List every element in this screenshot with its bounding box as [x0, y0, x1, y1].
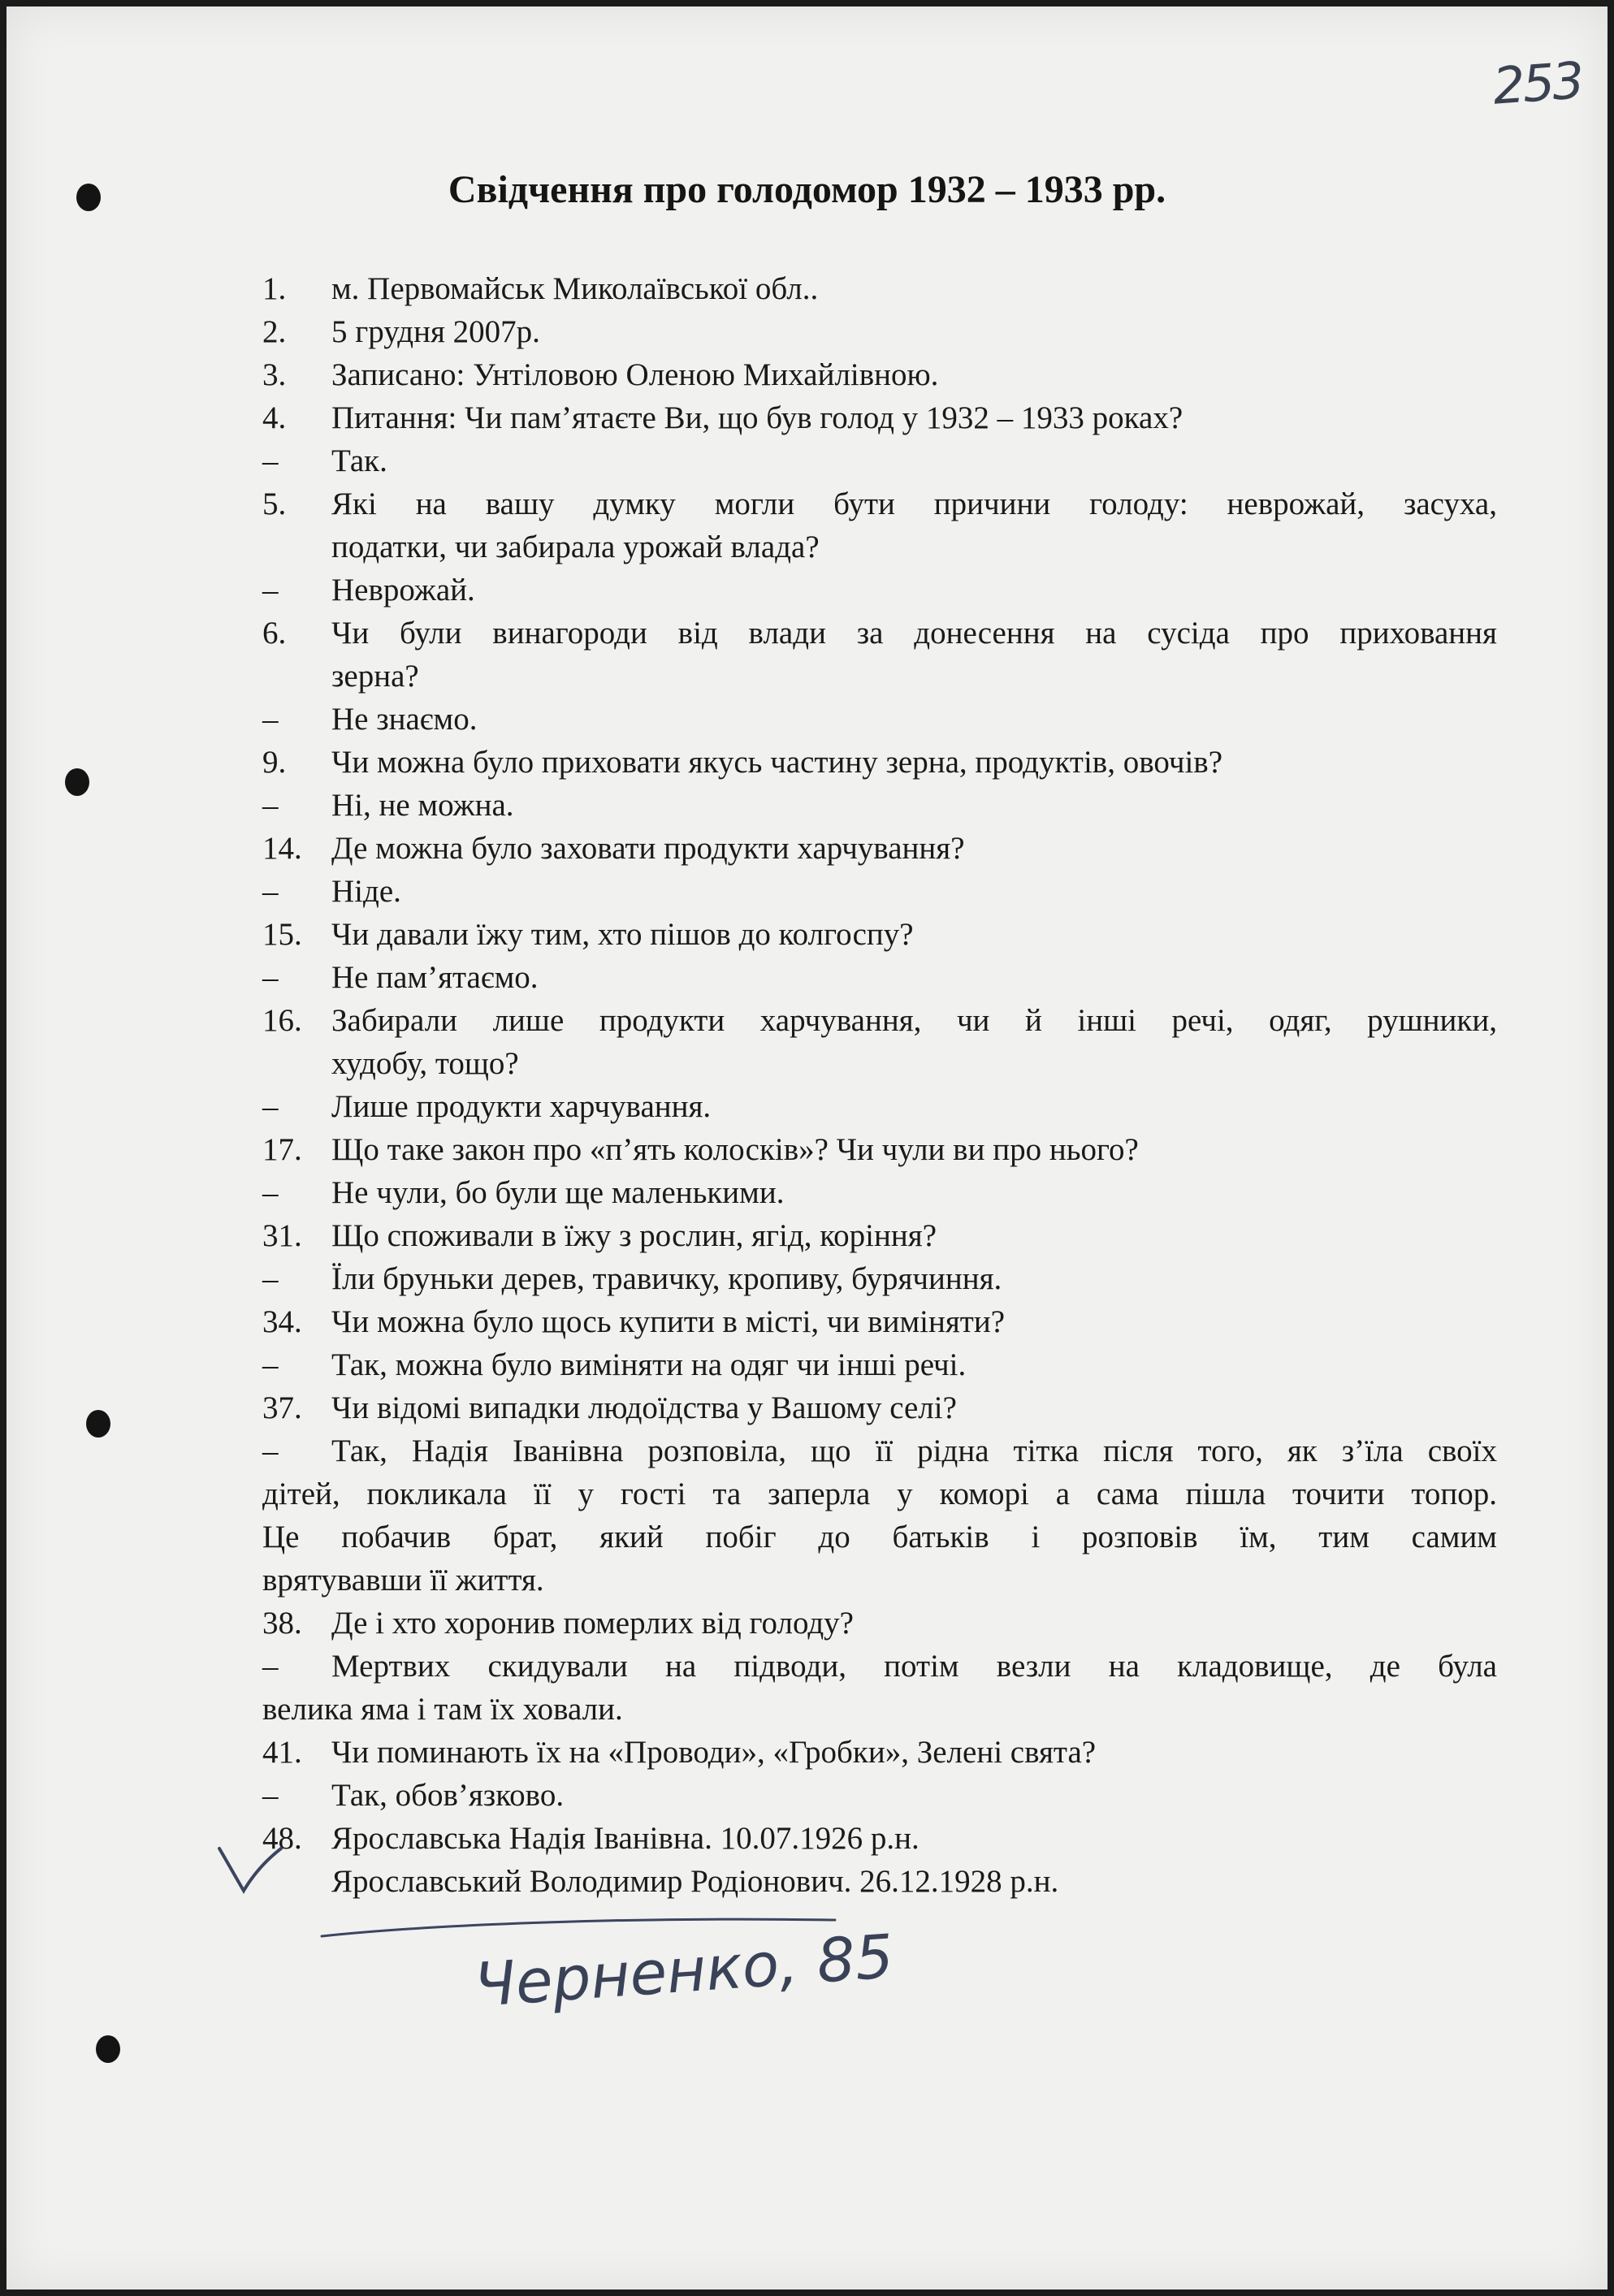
- answer-dash: –: [262, 1649, 279, 1684]
- item-text-continuation: податки, чи забирала урожай влада?: [331, 530, 820, 564]
- question-text: Чи поминають їх на «Проводи», «Гробки», Зелені свята?: [331, 1735, 1097, 1770]
- answer-text: Так, обов’язково.: [331, 1778, 565, 1813]
- qa-item: [262, 916, 1497, 959]
- answer-dash: –: [262, 1433, 279, 1468]
- qa-item: [262, 1002, 1497, 1045]
- qa-item: [262, 1174, 1497, 1217]
- answer-41: [262, 1777, 1497, 1820]
- qa-item: [262, 1088, 1497, 1131]
- item-text: Де можна було заховати продукти харчування?: [331, 831, 965, 866]
- item-text: Чи відомі випадки людоїдства у Вашому селі?: [331, 1390, 957, 1425]
- qa-item: [262, 1390, 1497, 1433]
- item-number: 16.: [262, 1003, 302, 1038]
- item-text-continuation: зерна?: [331, 659, 419, 694]
- item-text: Не знаємо.: [331, 702, 478, 737]
- testimony-body: [262, 270, 1497, 1906]
- item-text: Так, можна було виміняти на одяг чи інші речі.: [331, 1347, 967, 1382]
- respondent-2: Ярославський Володимир Родіонович. 26.12.1928 р.н.: [331, 1864, 1059, 1899]
- item-text: Чи давали їжу тим, хто пішов до колгоспу?: [331, 917, 914, 952]
- qa-item: [262, 615, 1497, 658]
- item-text: Чи можна було щось купити в місті, чи виміняти?: [331, 1304, 1005, 1339]
- document-title: Свідчення про голодомор 1932 – 1933 рр.: [448, 168, 1166, 211]
- item-number: 9.: [262, 745, 287, 780]
- item-number: –: [262, 443, 279, 478]
- punch-hole: [96, 2035, 120, 2063]
- qa-item: [262, 443, 1497, 486]
- respondent-1: Ярославська Надія Іванівна. 10.07.1926 р.н.: [331, 1821, 920, 1856]
- qa-item: [262, 486, 1497, 529]
- qa-item: [262, 873, 1497, 916]
- item-text-continuation: худобу, тощо?: [331, 1046, 519, 1081]
- item-number: 5.: [262, 486, 287, 521]
- answer-37-line: врятувавши її життя.: [262, 1563, 544, 1598]
- qa-item: [262, 400, 1497, 443]
- qa-item: [262, 830, 1497, 873]
- qa-item: [262, 701, 1497, 744]
- item-number: 4.: [262, 400, 287, 435]
- item-text: Так.: [331, 443, 387, 478]
- item-number: 2.: [262, 314, 287, 349]
- punch-hole: [86, 1410, 110, 1438]
- qa-item: [262, 1304, 1497, 1347]
- item-text: м. Первомайськ Миколаївської обл..: [331, 271, 819, 306]
- answer-37: [262, 1433, 1497, 1476]
- page-number: 253: [1491, 50, 1584, 116]
- qa-item: [262, 357, 1497, 400]
- item-number: –: [262, 788, 279, 823]
- qa-list: [262, 270, 1497, 1433]
- item-text: Не чули, бо були ще маленькими.: [331, 1175, 785, 1210]
- item-number: –: [262, 1089, 279, 1124]
- item-number: –: [262, 702, 279, 737]
- qa-item: [262, 744, 1497, 787]
- handwritten-underline: [322, 1919, 835, 1936]
- item-text: Ні, не можна.: [331, 788, 514, 823]
- item-text: Лише продукти харчування.: [331, 1089, 712, 1124]
- item-number: –: [262, 960, 279, 995]
- item-text: Що таке закон про «п’ять колосків»? Чи чули ви про нього?: [331, 1132, 1139, 1167]
- handwritten-note: Черненко, 85: [472, 1922, 896, 2021]
- item-text: Ніде.: [331, 874, 401, 909]
- item-number: –: [262, 874, 279, 909]
- question-38: [262, 1605, 1497, 1648]
- qa-item: [262, 270, 1497, 313]
- item-text: Не пам’ятаємо.: [331, 960, 539, 995]
- answer-38: [262, 1648, 1497, 1691]
- answer-38-line: велика яма і там їх ховали.: [262, 1692, 623, 1727]
- item-text: Забирали лише продукти харчування, чи й інші речі, одяг, рушники,: [331, 1003, 1497, 1038]
- item-number: 34.: [262, 1304, 302, 1339]
- item-text: 5 грудня 2007р.: [331, 314, 540, 349]
- answer-text: Так, Надія Іванівна розповіла, що її рідна тітка після того, як з’їла своїх: [331, 1433, 1497, 1468]
- qa-item: [262, 1347, 1497, 1390]
- qa-item: [262, 787, 1497, 830]
- item-text: Чи були винагороди від влади за донесення на сусіда про приховання: [331, 616, 1497, 651]
- qa-item: [262, 959, 1497, 1002]
- item-number: –: [262, 1175, 279, 1210]
- punch-hole: [65, 768, 89, 796]
- item-number: 17.: [262, 1132, 302, 1167]
- item-text: Неврожай.: [331, 573, 475, 608]
- question-number: 38.: [262, 1606, 302, 1641]
- qa-item: [262, 572, 1497, 615]
- item-text: Записано: Унтіловою Оленою Михайлівною.: [331, 357, 939, 392]
- qa-item: [262, 1260, 1497, 1304]
- item-number: 1.: [262, 271, 287, 306]
- item-text: Що споживали в їжу з рослин, ягід, коріння?: [331, 1218, 937, 1253]
- question-number: 41.: [262, 1735, 302, 1770]
- qa-item: [262, 1131, 1497, 1174]
- answer-dash: –: [262, 1778, 279, 1813]
- answer-text: Мертвих скидували на підводи, потім везли на кладовище, де була: [331, 1649, 1497, 1684]
- document-page: [6, 6, 1608, 2290]
- item-number: 31.: [262, 1218, 302, 1253]
- item-text: Їли бруньки дерев, травичку, кропиву, бурячиння.: [331, 1261, 1002, 1296]
- item-number: 15.: [262, 917, 302, 952]
- item-text: Питання: Чи пам’ятаєте Ви, що був голод у 1932 – 1933 роках?: [331, 400, 1183, 435]
- item-number: 14.: [262, 831, 302, 866]
- question-text: Де і хто хоронив померлих від голоду?: [331, 1606, 854, 1641]
- item-text: Чи можна було приховати якусь частину зерна, продуктів, овочів?: [331, 745, 1223, 780]
- qa-item: [262, 1217, 1497, 1260]
- item-number: –: [262, 573, 279, 608]
- item-number: –: [262, 1347, 279, 1382]
- answer-37-line: Це побачив брат, який побіг до батьків і розповів їм, тим самим: [262, 1520, 1497, 1554]
- item-text: Які на вашу думку могли бути причини голоду: неврожай, засуха,: [331, 486, 1497, 521]
- respondents: [262, 1820, 1497, 1863]
- item-number: 37.: [262, 1390, 302, 1425]
- answer-37-line: дітей, покликала її у гості та заперла у коморі а сама пішла точити топор.: [262, 1477, 1497, 1511]
- qa-item: [262, 313, 1497, 357]
- question-number: 48.: [262, 1821, 302, 1856]
- item-number: –: [262, 1261, 279, 1296]
- item-number: 3.: [262, 357, 287, 392]
- question-41: [262, 1734, 1497, 1777]
- item-number: 6.: [262, 616, 287, 651]
